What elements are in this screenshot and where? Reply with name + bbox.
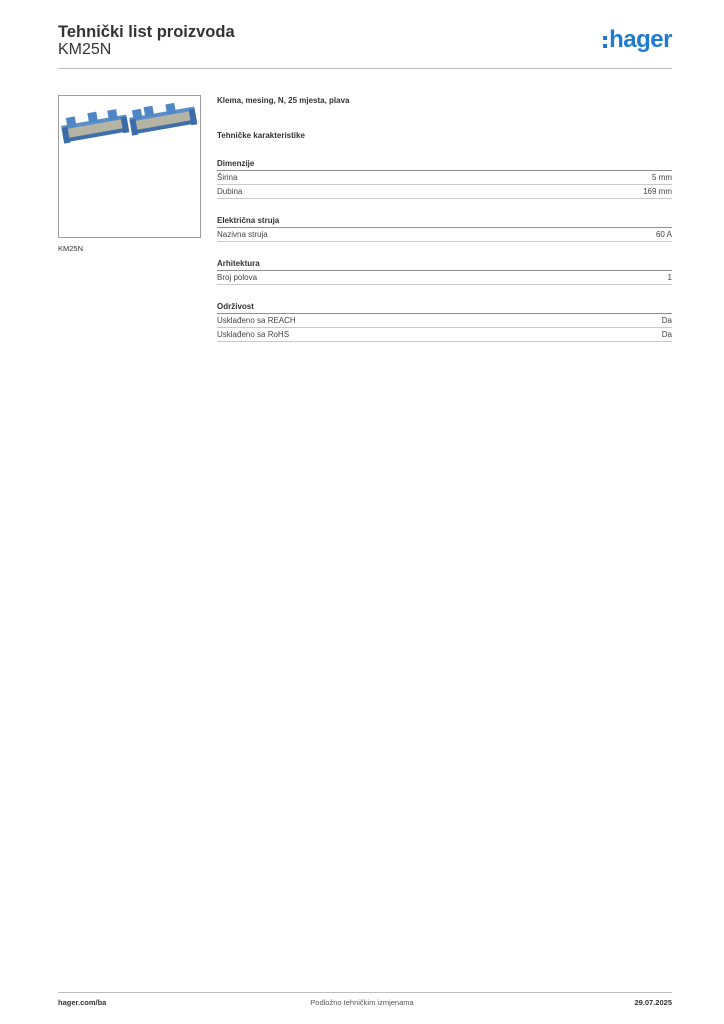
spec-group-title: Električna struja bbox=[217, 214, 672, 228]
spec-row bbox=[217, 328, 672, 342]
spec-group-sustainability bbox=[217, 300, 672, 342]
image-caption: KM25N bbox=[58, 244, 84, 253]
spec-value: 5 mm bbox=[652, 173, 672, 182]
specs-section-title: Tehničke karakteristike bbox=[217, 131, 305, 140]
footer-date: 29.07.2025 bbox=[634, 998, 672, 1007]
spec-value: Da bbox=[661, 330, 672, 339]
product-image bbox=[58, 95, 201, 238]
spec-label: Usklađeno sa REACH bbox=[217, 316, 296, 325]
spec-value: 1 bbox=[667, 273, 672, 282]
product-code: KM25N bbox=[58, 41, 112, 58]
spec-label: Usklađeno sa RoHS bbox=[217, 330, 290, 339]
spec-group-title: Dimenzije bbox=[217, 157, 672, 171]
footer-notice: Podložno tehničkim izmjenama bbox=[310, 998, 414, 1007]
spec-value: Da bbox=[661, 316, 672, 325]
spec-row bbox=[217, 171, 672, 185]
product-description: Klema, mesing, N, 25 mjesta, plava bbox=[217, 96, 350, 105]
spec-value: 60 A bbox=[655, 230, 672, 239]
spec-group-dimensions bbox=[217, 157, 672, 199]
spec-row bbox=[217, 228, 672, 242]
logo-text: hager bbox=[609, 26, 672, 53]
spec-group-title: Arhitektura bbox=[217, 257, 672, 271]
header-divider bbox=[58, 68, 672, 69]
footer-website-link[interactable]: hager.com/ba bbox=[58, 998, 107, 1007]
spec-group-architecture bbox=[217, 257, 672, 285]
hager-logo[interactable] bbox=[603, 28, 672, 52]
logo-dots-icon bbox=[603, 36, 607, 48]
spec-group-title: Održivost bbox=[217, 300, 672, 314]
spec-group-current bbox=[217, 214, 672, 242]
spec-row bbox=[217, 185, 672, 199]
spec-label: Širina bbox=[217, 173, 238, 182]
spec-row bbox=[217, 314, 672, 328]
terminal-block-image-icon bbox=[59, 96, 200, 237]
spec-row bbox=[217, 271, 672, 285]
footer-divider bbox=[58, 992, 672, 993]
spec-label: Broj polova bbox=[217, 273, 258, 282]
spec-content bbox=[217, 95, 672, 342]
spec-label: Nazivna struja bbox=[217, 230, 268, 239]
page-title: Tehnički list proizvoda bbox=[58, 23, 235, 41]
spec-label: Dubina bbox=[217, 187, 243, 196]
spec-value: 169 mm bbox=[643, 187, 672, 196]
